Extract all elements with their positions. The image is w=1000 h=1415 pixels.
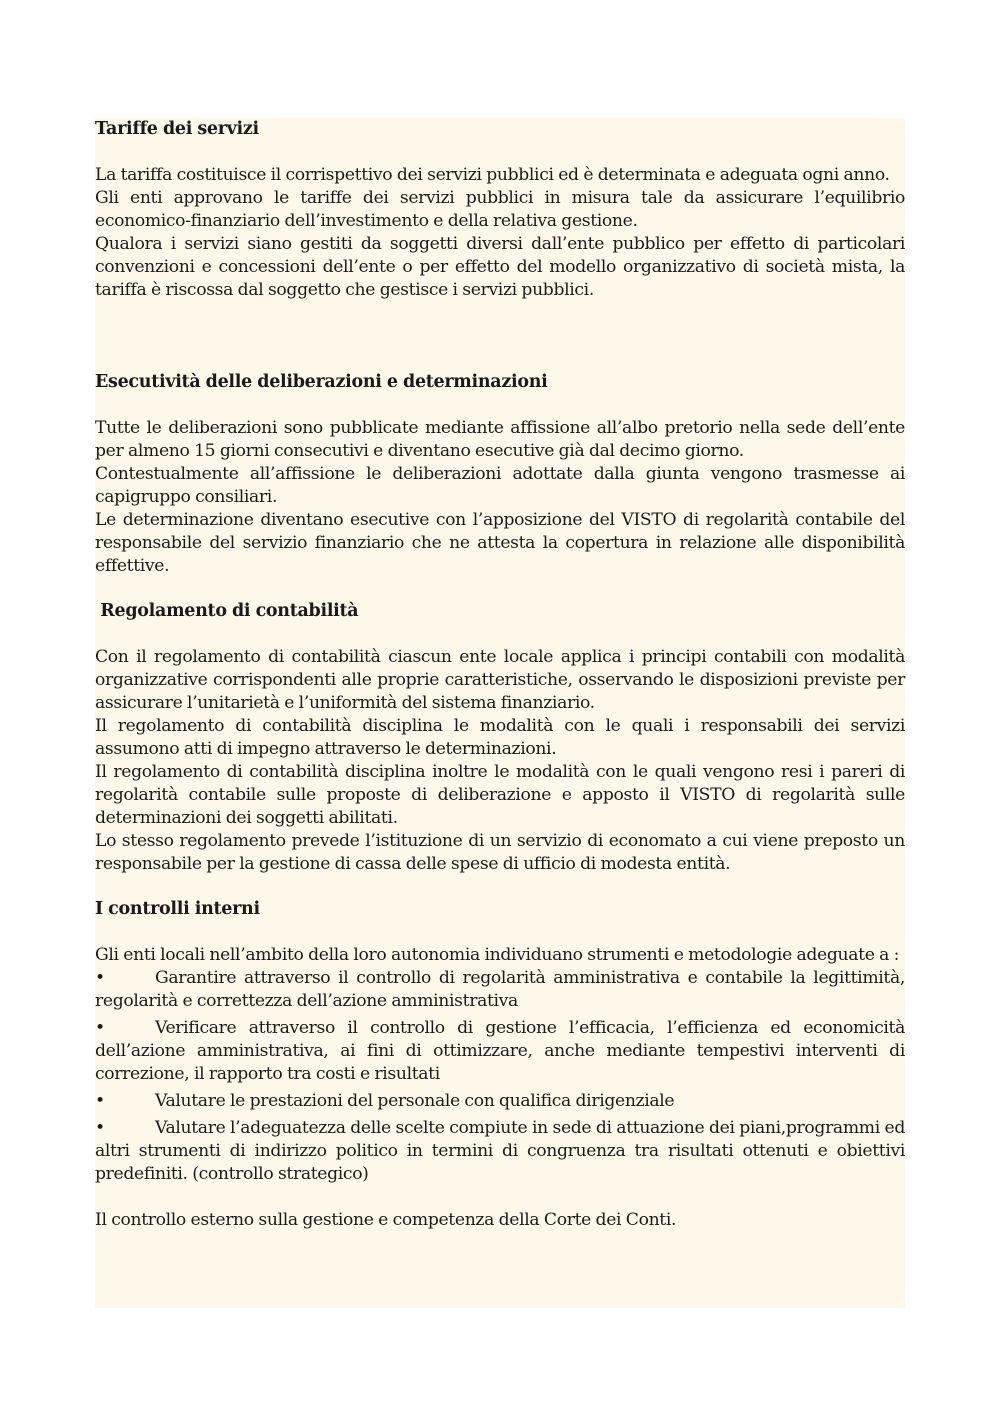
section-title-esecutivita: Esecutività delle deliberazioni e determinazioni [95, 372, 548, 392]
bullet-icon: • [95, 1091, 105, 1111]
section-title-controlli: I controlli interni [95, 899, 260, 919]
bullet-icon: • [95, 1118, 105, 1138]
section-regolamento [95, 600, 905, 876]
paragraph: La tariffa costituisce il corrispettivo dei servizi pubblici ed è determinata e adeguata ogni anno. [95, 165, 890, 185]
list-item-text: Valutare l’adeguatezza delle scelte compiute in sede di attuazione dei piani,programmi ed altri strumenti di indirizzo politico in termini di congruenza tra risultati ottenuti e obiettivi predefiniti. (controllo strategico) [95, 1118, 905, 1184]
section-esecutivita [95, 371, 905, 578]
intro-paragraph: Gli enti locali nell’ambito della loro autonomia individuano strumenti e metodologie adeguate a : [95, 945, 900, 965]
bullet-icon: • [95, 968, 105, 988]
section-body-esecutivita [95, 417, 905, 578]
paragraph: Le determinazione diventano esecutive con l’apposizione del VISTO di regolarità contabile del responsabile del servizio finanziario che ne attesta la copertura in relazione alle disponibilità effettive. [95, 510, 905, 576]
list-item [95, 1090, 905, 1113]
paragraph: Con il regolamento di contabilità ciascun ente locale applica i principi contabili con modalità organizzative corrispondenti alle proprie caratteristiche, osservando le disposizioni previste per assicurare l’unitarietà e l’uniformità del sistema finanziario. [95, 647, 905, 713]
paragraph: Tutte le deliberazioni sono pubblicate mediante affissione all’albo pretorio nella sede dell’ente per almeno 15 giorni consecutivi e diventano esecutive già dal decimo giorno. [95, 418, 905, 461]
paragraph: Gli enti approvano le tariffe dei servizi pubblici in misura tale da assicurare l’equilibrio economico-finanziario dell’investimento e della relativa gestione. [95, 188, 905, 231]
paragraph: Contestualmente all’affissione le deliberazioni adottate dalla giunta vengono trasmesse ai capigruppo consiliari. [95, 464, 905, 507]
list-item-text: Garantire attraverso il controllo di regolarità amministrativa e contabile la legittimità, regolarità e correttezza dell’azione amministrativa [95, 968, 905, 1011]
paragraph: Qualora i servizi siano gestiti da soggetti diversi dall’ente pubblico per effetto di particolari convenzioni e concessioni dell’ente o per effetto del modello organizzativo di società mista, la tariffa è riscossa dal soggetto che gestisce i servizi pubblici. [95, 234, 905, 300]
section-body-tariffe [95, 164, 905, 302]
section-title-regolamento: Regolamento di contabilità [95, 601, 359, 621]
paragraph: Lo stesso regolamento prevede l’istituzione di un servizio di economato a cui viene preposto un responsabile per la gestione di cassa delle spese di ufficio di modesta entità. [95, 831, 905, 874]
section-tariffe [95, 118, 905, 302]
list-item [95, 1017, 905, 1086]
paragraph: Il regolamento di contabilità disciplina le modalità con le quali i responsabili dei servizi assumono atti di impegno attraverso le determinazioni. [95, 716, 905, 759]
section-body-regolamento [95, 646, 905, 876]
closing-paragraph: Il controllo esterno sulla gestione e competenza della Corte dei Conti. [95, 1210, 677, 1230]
section-body-controlli [95, 944, 905, 1232]
list-item [95, 967, 905, 1013]
list-item-text: Verificare attraverso il controllo di gestione l’efficacia, l’efficienza ed economicità dell’azione amministrativa, ai fini di ottimizzare, anche mediante tempestivi interventi di correzione, il rapporto tra costi e risultati [95, 1018, 905, 1084]
paragraph: Il regolamento di contabilità disciplina inoltre le modalità con le quali vengono resi i pareri di regolarità contabile sulle proposte di deliberazione e apposto il VISTO di regolarità sulle determinazioni dei soggetti abilitati. [95, 762, 905, 828]
bullet-icon: • [95, 1018, 105, 1038]
section-controlli [95, 898, 905, 1232]
list-item [95, 1117, 905, 1186]
list-item-text: Valutare le prestazioni del personale con qualifica dirigenziale [155, 1091, 675, 1111]
section-title-tariffe: Tariffe dei servizi [95, 119, 259, 139]
